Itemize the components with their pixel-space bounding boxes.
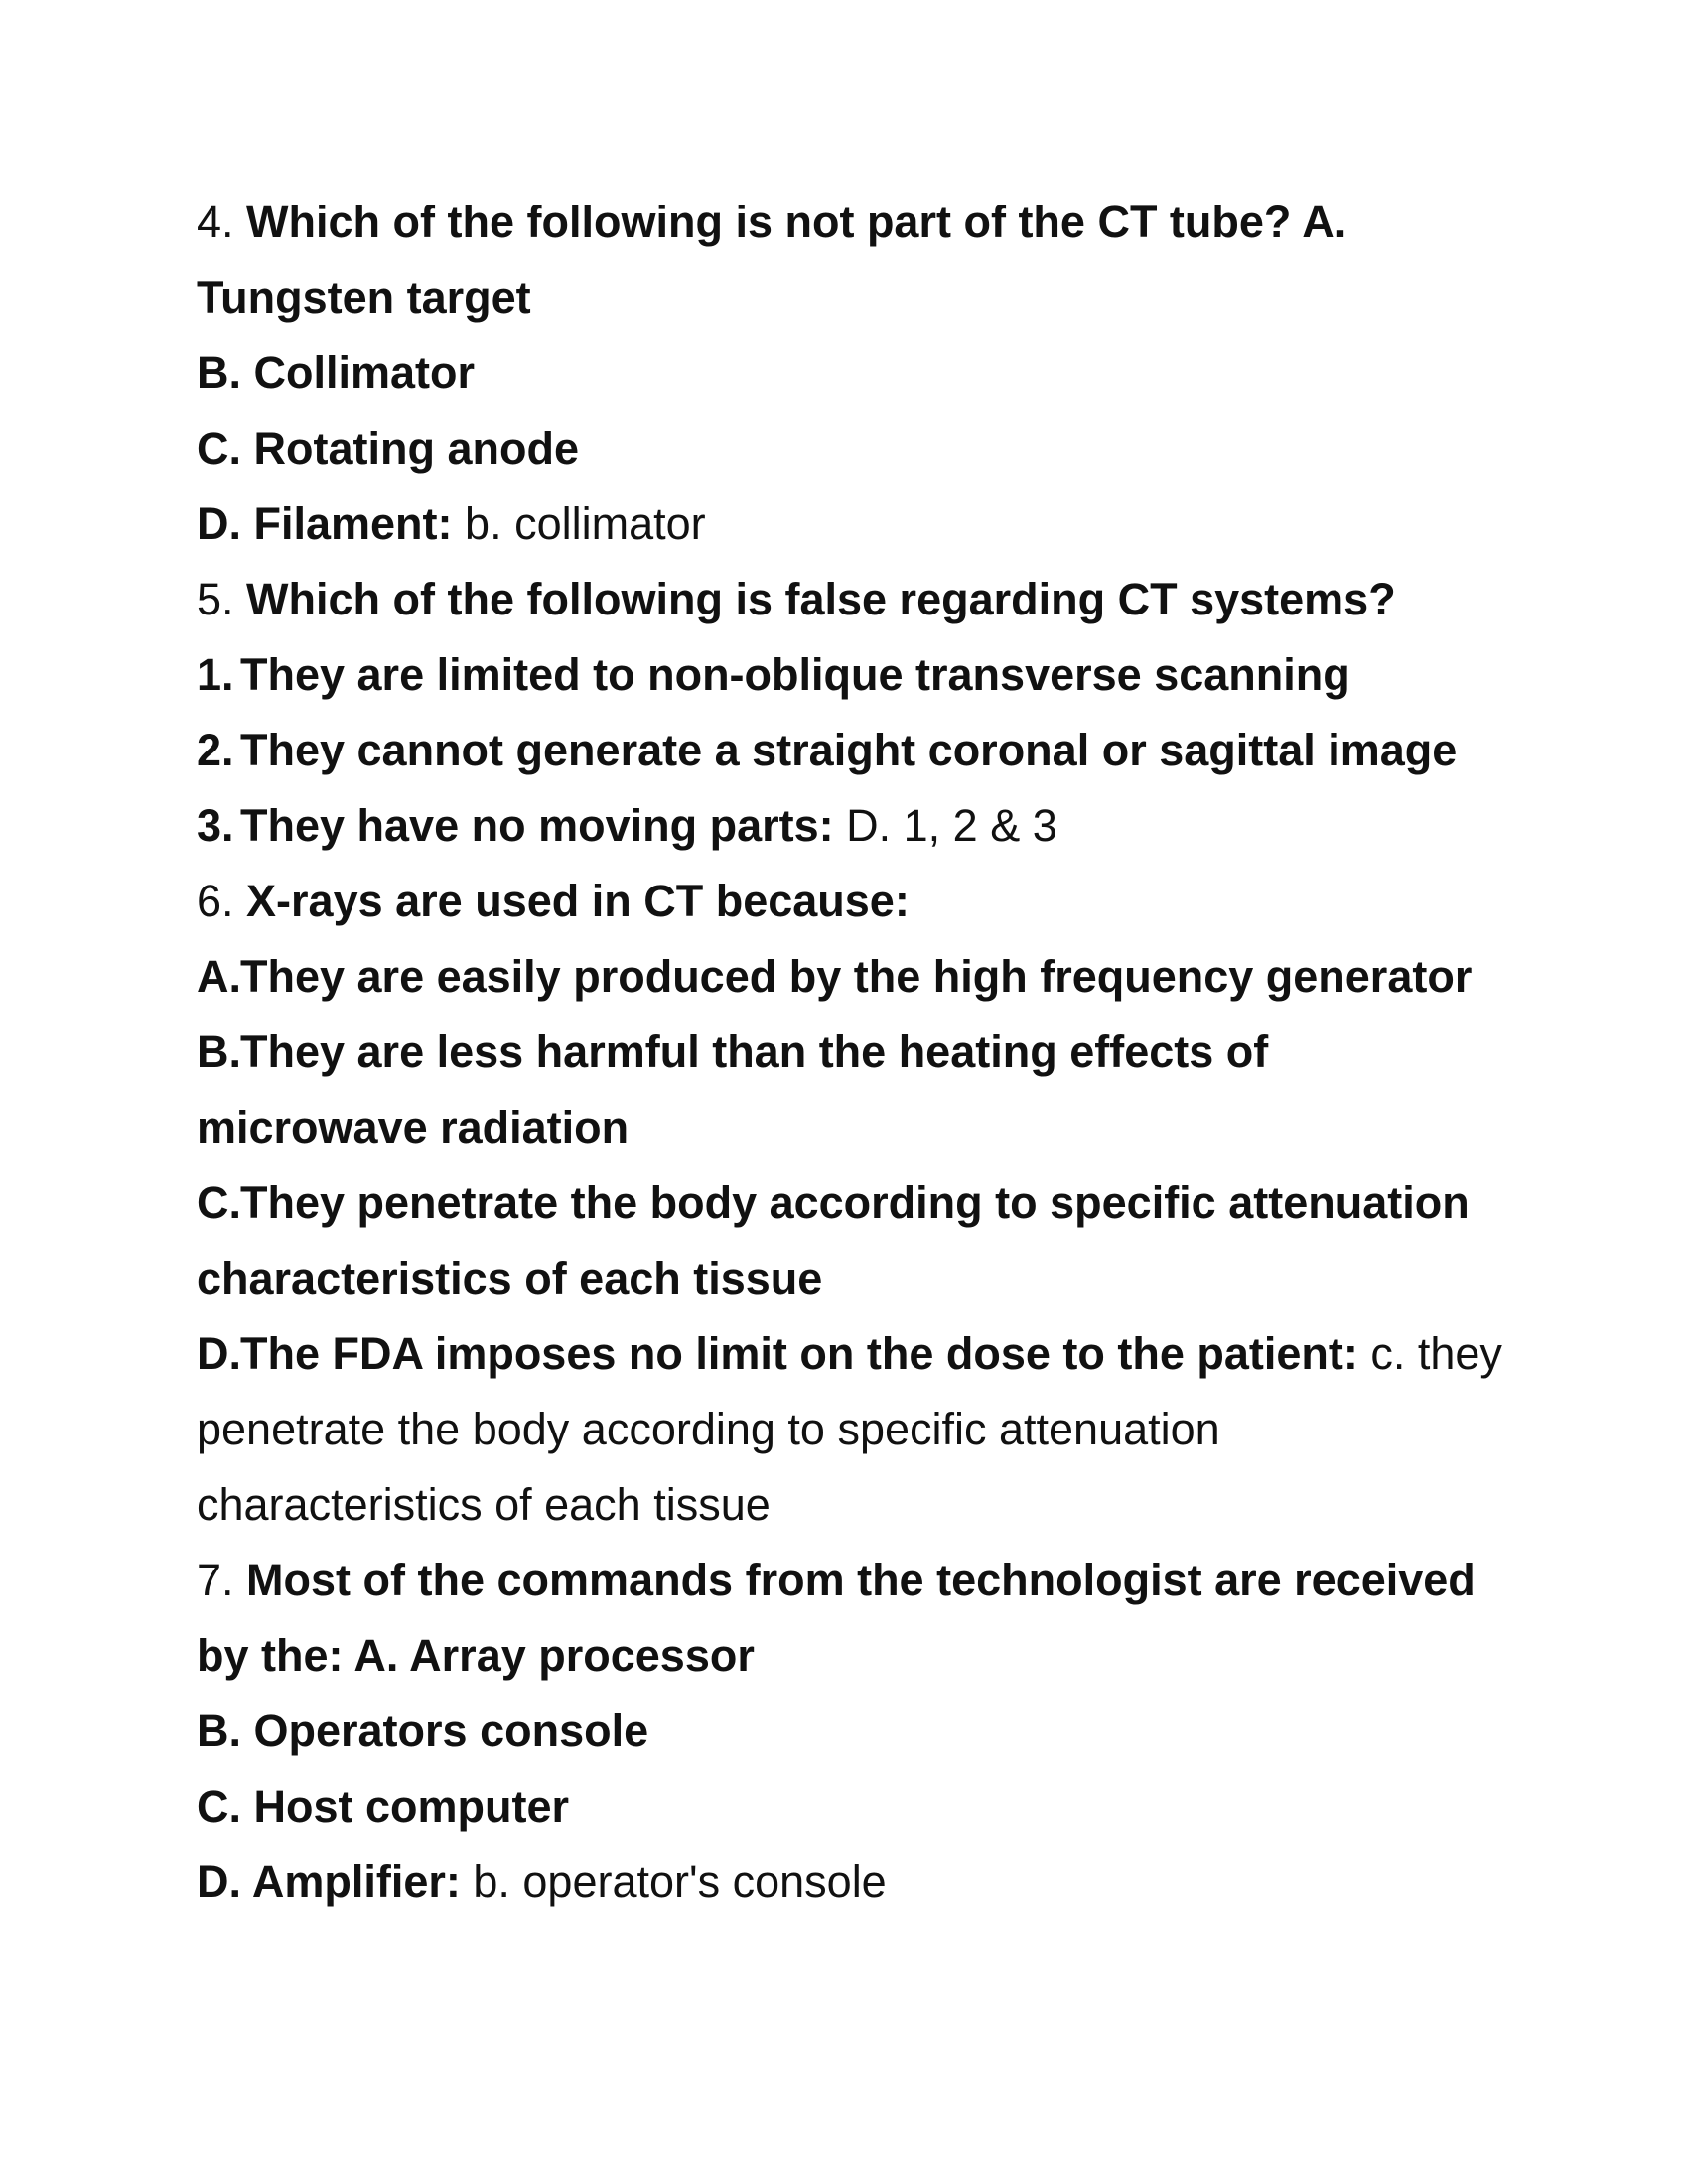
q4-option-a: Tungsten target	[197, 272, 531, 323]
q6-number: 6.	[197, 876, 234, 926]
q5-item-3-num: 3.	[197, 800, 234, 851]
q5-item-1-num: 1.	[197, 649, 234, 700]
q6-option-a-text: They are easily produced by the high frequency generator	[240, 951, 1473, 1002]
q6-option-c	[197, 1165, 1470, 1241]
q4-answer: b. collimator	[465, 498, 706, 549]
q7-question-text: Most of the commands from the technologist are received	[246, 1555, 1476, 1605]
q5-number: 5.	[197, 574, 234, 624]
q4-option-c: C. Rotating anode	[197, 423, 579, 474]
q5-item-2-num: 2.	[197, 725, 234, 775]
q5-item-1	[197, 637, 1350, 713]
q7-option-a: by the: A. Array processor	[197, 1630, 755, 1681]
q4-question-line	[197, 185, 1346, 260]
q6-option-a-label: A.	[197, 951, 241, 1002]
q7-number: 7.	[197, 1555, 234, 1605]
q4-option-d: D. Filament:	[197, 498, 453, 549]
q6-option-d-text: The FDA imposes no limit on the dose to the patient:	[240, 1328, 1358, 1379]
q7-answer: b. operator's console	[473, 1856, 887, 1907]
q6-answer: c. they	[1370, 1328, 1502, 1379]
q6-option-b-label: B.	[197, 1026, 241, 1077]
q6-question-text: X-rays are used in CT because:	[246, 876, 910, 926]
q6-option-a	[197, 939, 1472, 1015]
q6-option-c-text: They penetrate the body according to specific attenuation	[240, 1177, 1470, 1228]
q5-answer: D. 1, 2 & 3	[846, 800, 1057, 851]
q6-option-b-text: They are less harmful than the heating effects of	[240, 1026, 1269, 1077]
q6-option-c-continued: characteristics of each tissue	[197, 1253, 823, 1303]
q6-option-b	[197, 1015, 1268, 1090]
q7-option-c: C. Host computer	[197, 1781, 570, 1832]
q7-option-d-line	[197, 1844, 887, 1920]
q7-option-b: B. Operators console	[197, 1706, 649, 1756]
q4-number: 4.	[197, 197, 234, 247]
q5-item-2	[197, 713, 1457, 788]
q4-option-d-line	[197, 486, 706, 562]
q6-option-c-label: C.	[197, 1177, 241, 1228]
q6-option-d-label: D.	[197, 1328, 241, 1379]
q7-option-d: D. Amplifier:	[197, 1856, 461, 1907]
q4-question-text: Which of the following is not part of the CT tube? A.	[246, 197, 1347, 247]
q5-item-3-text: They have no moving parts:	[240, 800, 834, 851]
q5-item-3	[197, 788, 1057, 864]
q4-option-b: B. Collimator	[197, 347, 476, 398]
q5-item-1-text: They are limited to non-oblique transverse scanning	[240, 649, 1350, 700]
q6-question-line	[197, 864, 910, 939]
q5-question-text: Which of the following is false regarding CT systems?	[246, 574, 1396, 624]
q6-answer-continued-2: characteristics of each tissue	[197, 1479, 771, 1530]
q6-option-d	[197, 1316, 1502, 1392]
q6-answer-continued: penetrate the body according to specific attenuation	[197, 1404, 1220, 1454]
q5-question-line	[197, 562, 1396, 637]
q5-item-2-text: They cannot generate a straight coronal or sagittal image	[240, 725, 1458, 775]
q6-option-b-continued: microwave radiation	[197, 1102, 630, 1153]
q7-question-line	[197, 1543, 1476, 1618]
